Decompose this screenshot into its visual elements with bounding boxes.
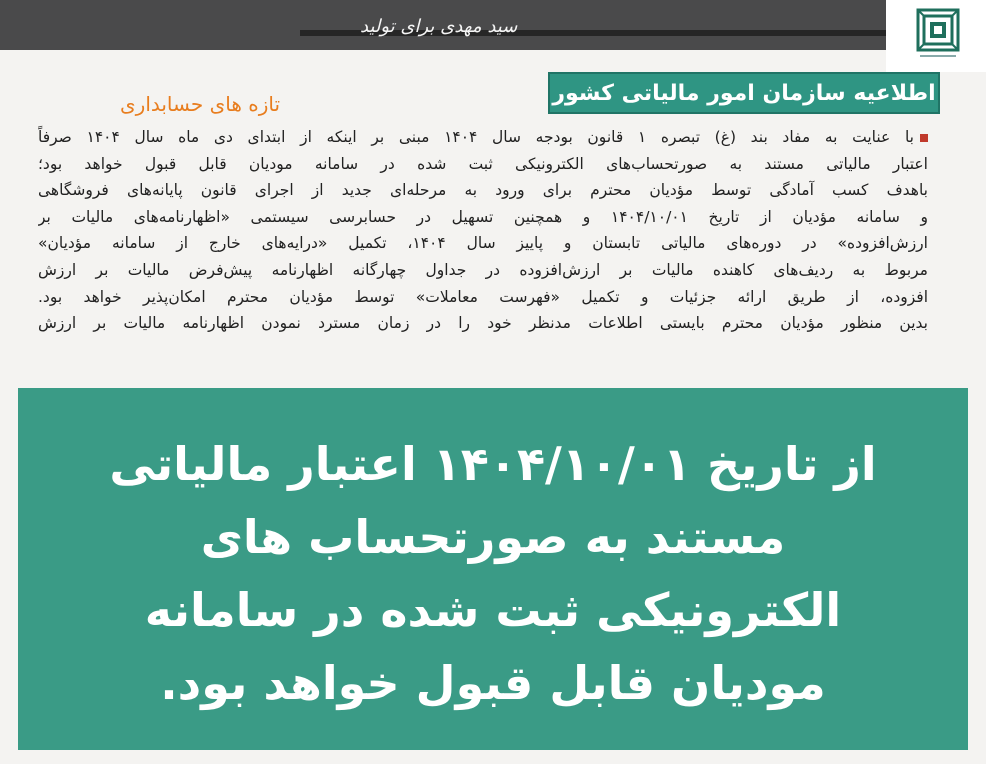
body-line: مربوط به ردیف‌های کاهنده مالیات بر ارزش‌افزوده در جداول چهارگانه اظهارنامه پیش‌فرض مالیات بر ارزش: [38, 260, 928, 279]
body-line: باهدف کسب آمادگی توسط مؤدیان محترم برای ورود به مرحله‌ای جدید از اجرای قانون پایانه‌های فروشگاهی: [38, 181, 928, 200]
logo-container: [886, 0, 986, 72]
announcement-heading-text: اطلاعیه سازمان امور مالیاتی کشور: [552, 80, 936, 106]
banner-line: از تاریخ ۱۴۰۴/۱۰/۰۱ اعتبار مالیاتی: [109, 437, 877, 491]
body-line: افزوده، از طریق ارائه جزئیات و تکمیل «فهرست معاملات» توسط مؤدیان محترم امکان‌پذیر خواهد بود.: [38, 287, 928, 306]
banner-text: [18, 428, 968, 720]
header-slogan: سید مهدی برای تولید: [360, 16, 518, 37]
body-line: بدین منظور مؤدیان محترم بایستی اطلاعات مدنظر خود را در زمان مسترد نمودن اظهارنامه مالیات بر ارزش: [38, 314, 928, 333]
body-line: اعتبار مالیاتی مستند به صورتحساب‌های الکترونیکی ثبت شده در سامانه مودیان قابل قبول خواهد بود؛: [38, 154, 928, 173]
highlight-banner: [18, 388, 968, 750]
tax-org-seal-icon: [912, 6, 964, 62]
announcement-heading: [548, 72, 940, 114]
banner-line: مودیان قابل قبول خواهد بود.: [160, 656, 826, 710]
banner-line: مستند به صورتحساب های: [200, 510, 786, 564]
header-bar: [0, 0, 986, 50]
banner-line: الکترونیکی ثبت شده در سامانه: [144, 583, 842, 637]
watermark-text: تازه های حسابداری: [120, 92, 281, 116]
body-line: و سامانه مؤدیان از تاریخ ۱۴۰۴/۱۰/۰۱ و همچنین تسهیل در حسابرسی سیستمی «اظهارنامه‌های مالیات بر: [38, 207, 928, 226]
announcement-body: [38, 124, 928, 337]
body-line: با عنایت به مفاد بند (غ) تبصره ۱ قانون بودجه سال ۱۴۰۴ مبنی بر اینکه از ابتدای دی ماه سال ۱۴۰۴ صرفاً: [38, 124, 928, 151]
body-line: ارزش‌افزوده» در دوره‌های مالیاتی تابستان و پاییز سال ۱۴۰۴، تکمیل «درایه‌های خارج از سامانه مؤدیان»: [38, 234, 928, 253]
bullet-icon: [920, 134, 928, 142]
